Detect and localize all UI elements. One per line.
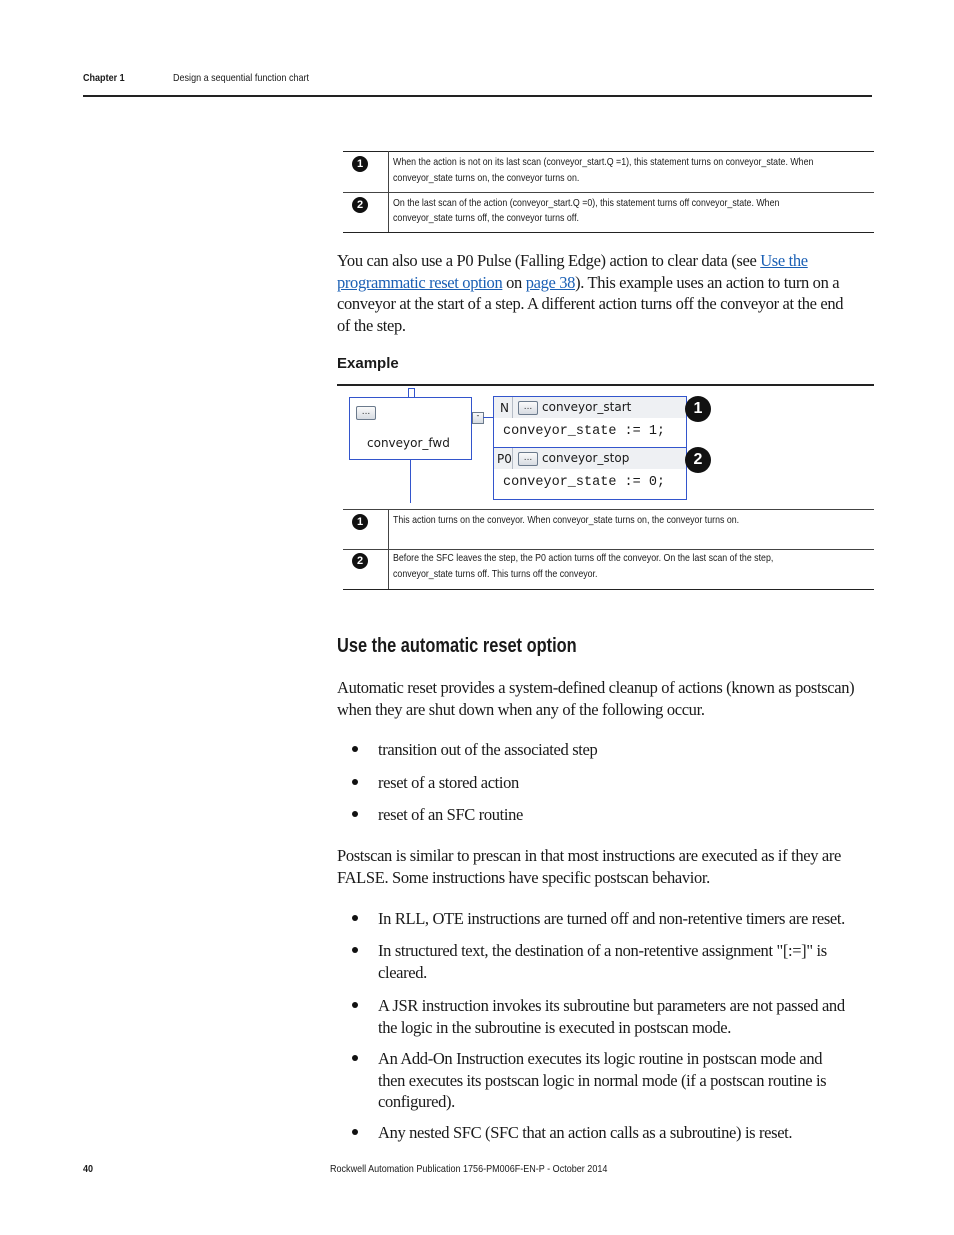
action-name: conveyor_stop: [542, 451, 630, 465]
callout-1-icon: 1: [685, 396, 711, 422]
list-item: Any nested SFC (SFC that an action calls as a subroutine) is reset.: [378, 1123, 793, 1142]
table-row-text: conveyor_state turns off, the conveyor turns off.: [393, 212, 579, 224]
list-item: In RLL, OTE instructions are turned off and non-retentive timers are reset.: [378, 909, 845, 928]
list-item: reset of a stored action: [378, 773, 519, 792]
link-use-the-programmatic-reset[interactable]: Use the: [760, 251, 808, 270]
chapter-label: Chapter 1: [83, 72, 125, 84]
callout-number-icon: 2: [352, 553, 368, 569]
paragraph: You can also use a P0 Pulse (Falling Edge) action to clear data (see Use the programmatic reset option on page 38). This example uses an action to turn on a conveyor at the start of a step. A different action turns off the conveyor at the end of the step.: [337, 251, 844, 335]
action-code[interactable]: conveyor_state := 0;: [503, 475, 666, 490]
sfc-action-box-1[interactable]: [493, 396, 687, 449]
callout-number-icon: 2: [352, 197, 368, 213]
action-code[interactable]: conveyor_state := 1;: [503, 424, 666, 439]
list-item: reset of an SFC routine: [378, 805, 524, 824]
table-row-text: conveyor_state turns on, the conveyor turns on.: [393, 172, 580, 184]
step-connector-bottom: [410, 459, 411, 503]
action-name: conveyor_start: [542, 400, 632, 414]
table-row-text: On the last scan of the action (conveyor_start.Q =0), this statement turns off conveyor_state. When: [393, 197, 780, 209]
callout-2-icon: 2: [685, 447, 711, 473]
step-name: conveyor_fwd: [367, 436, 450, 450]
table-row-text: This action turns on the conveyor. When conveyor_state turns on, the conveyor turns on.: [393, 514, 740, 526]
list-item: A JSR instruction invokes its subroutine but parameters are not passed and the logic in the subroutine is executed in postscan mode.: [378, 996, 845, 1037]
section-heading: Use the automatic reset option: [337, 635, 577, 657]
table-row-text: conveyor_state turns off. This turns off the conveyor.: [393, 568, 598, 580]
footer-publication: Rockwell Automation Publication 1756-PM006F-EN-P - October 2014: [330, 1163, 608, 1175]
action-browse-button[interactable]: ...: [518, 452, 538, 466]
callout-number-icon: 1: [352, 156, 368, 172]
table-row-text: When the action is not on its last scan (conveyor_start.Q =1), this statement turns on conveyor_state. When: [393, 156, 814, 168]
action-browse-button[interactable]: ...: [518, 401, 538, 415]
example-label: Example: [337, 355, 399, 372]
list-item: An Add-On Instruction executes its logic routine in postscan mode and then executes its postscan logic in normal mode (if a postscan routine is configured).: [378, 1049, 827, 1111]
table-row-text: Before the SFC leaves the step, the P0 action turns off the conveyor. On the last scan of the step,: [393, 552, 774, 564]
callout-number-icon: 1: [352, 514, 368, 530]
paragraph: Automatic reset provides a system-defined cleanup of actions (known as postscan) when they are shut down when any of the following occur.: [337, 678, 855, 719]
link-programmatic-reset-option[interactable]: programmatic reset option: [337, 272, 503, 292]
list-item: transition out of the associated step: [378, 740, 598, 759]
chapter-title: Design a sequential function chart: [173, 72, 310, 84]
step-connector-top: [408, 388, 415, 397]
paragraph: Postscan is similar to prescan in that most instructions are executed as if they are FALSE. Some instructions have specific postscan behavior.: [337, 846, 841, 887]
action-qualifier: P0: [497, 452, 512, 466]
step-browse-button[interactable]: ...: [356, 406, 376, 420]
page-number: 40: [83, 1163, 94, 1175]
example-rule: [337, 384, 874, 386]
sfc-step-box[interactable]: [349, 397, 472, 460]
list-item: In structured text, the destination of a non-retentive assignment "[:=]" is cleared.: [378, 941, 827, 982]
action-qualifier: N: [500, 401, 509, 415]
header-rule: [83, 95, 872, 97]
sfc-action-box-2[interactable]: [493, 447, 687, 500]
link-page-38[interactable]: page 38: [525, 272, 576, 292]
action-collapse-button[interactable]: -: [472, 412, 484, 424]
